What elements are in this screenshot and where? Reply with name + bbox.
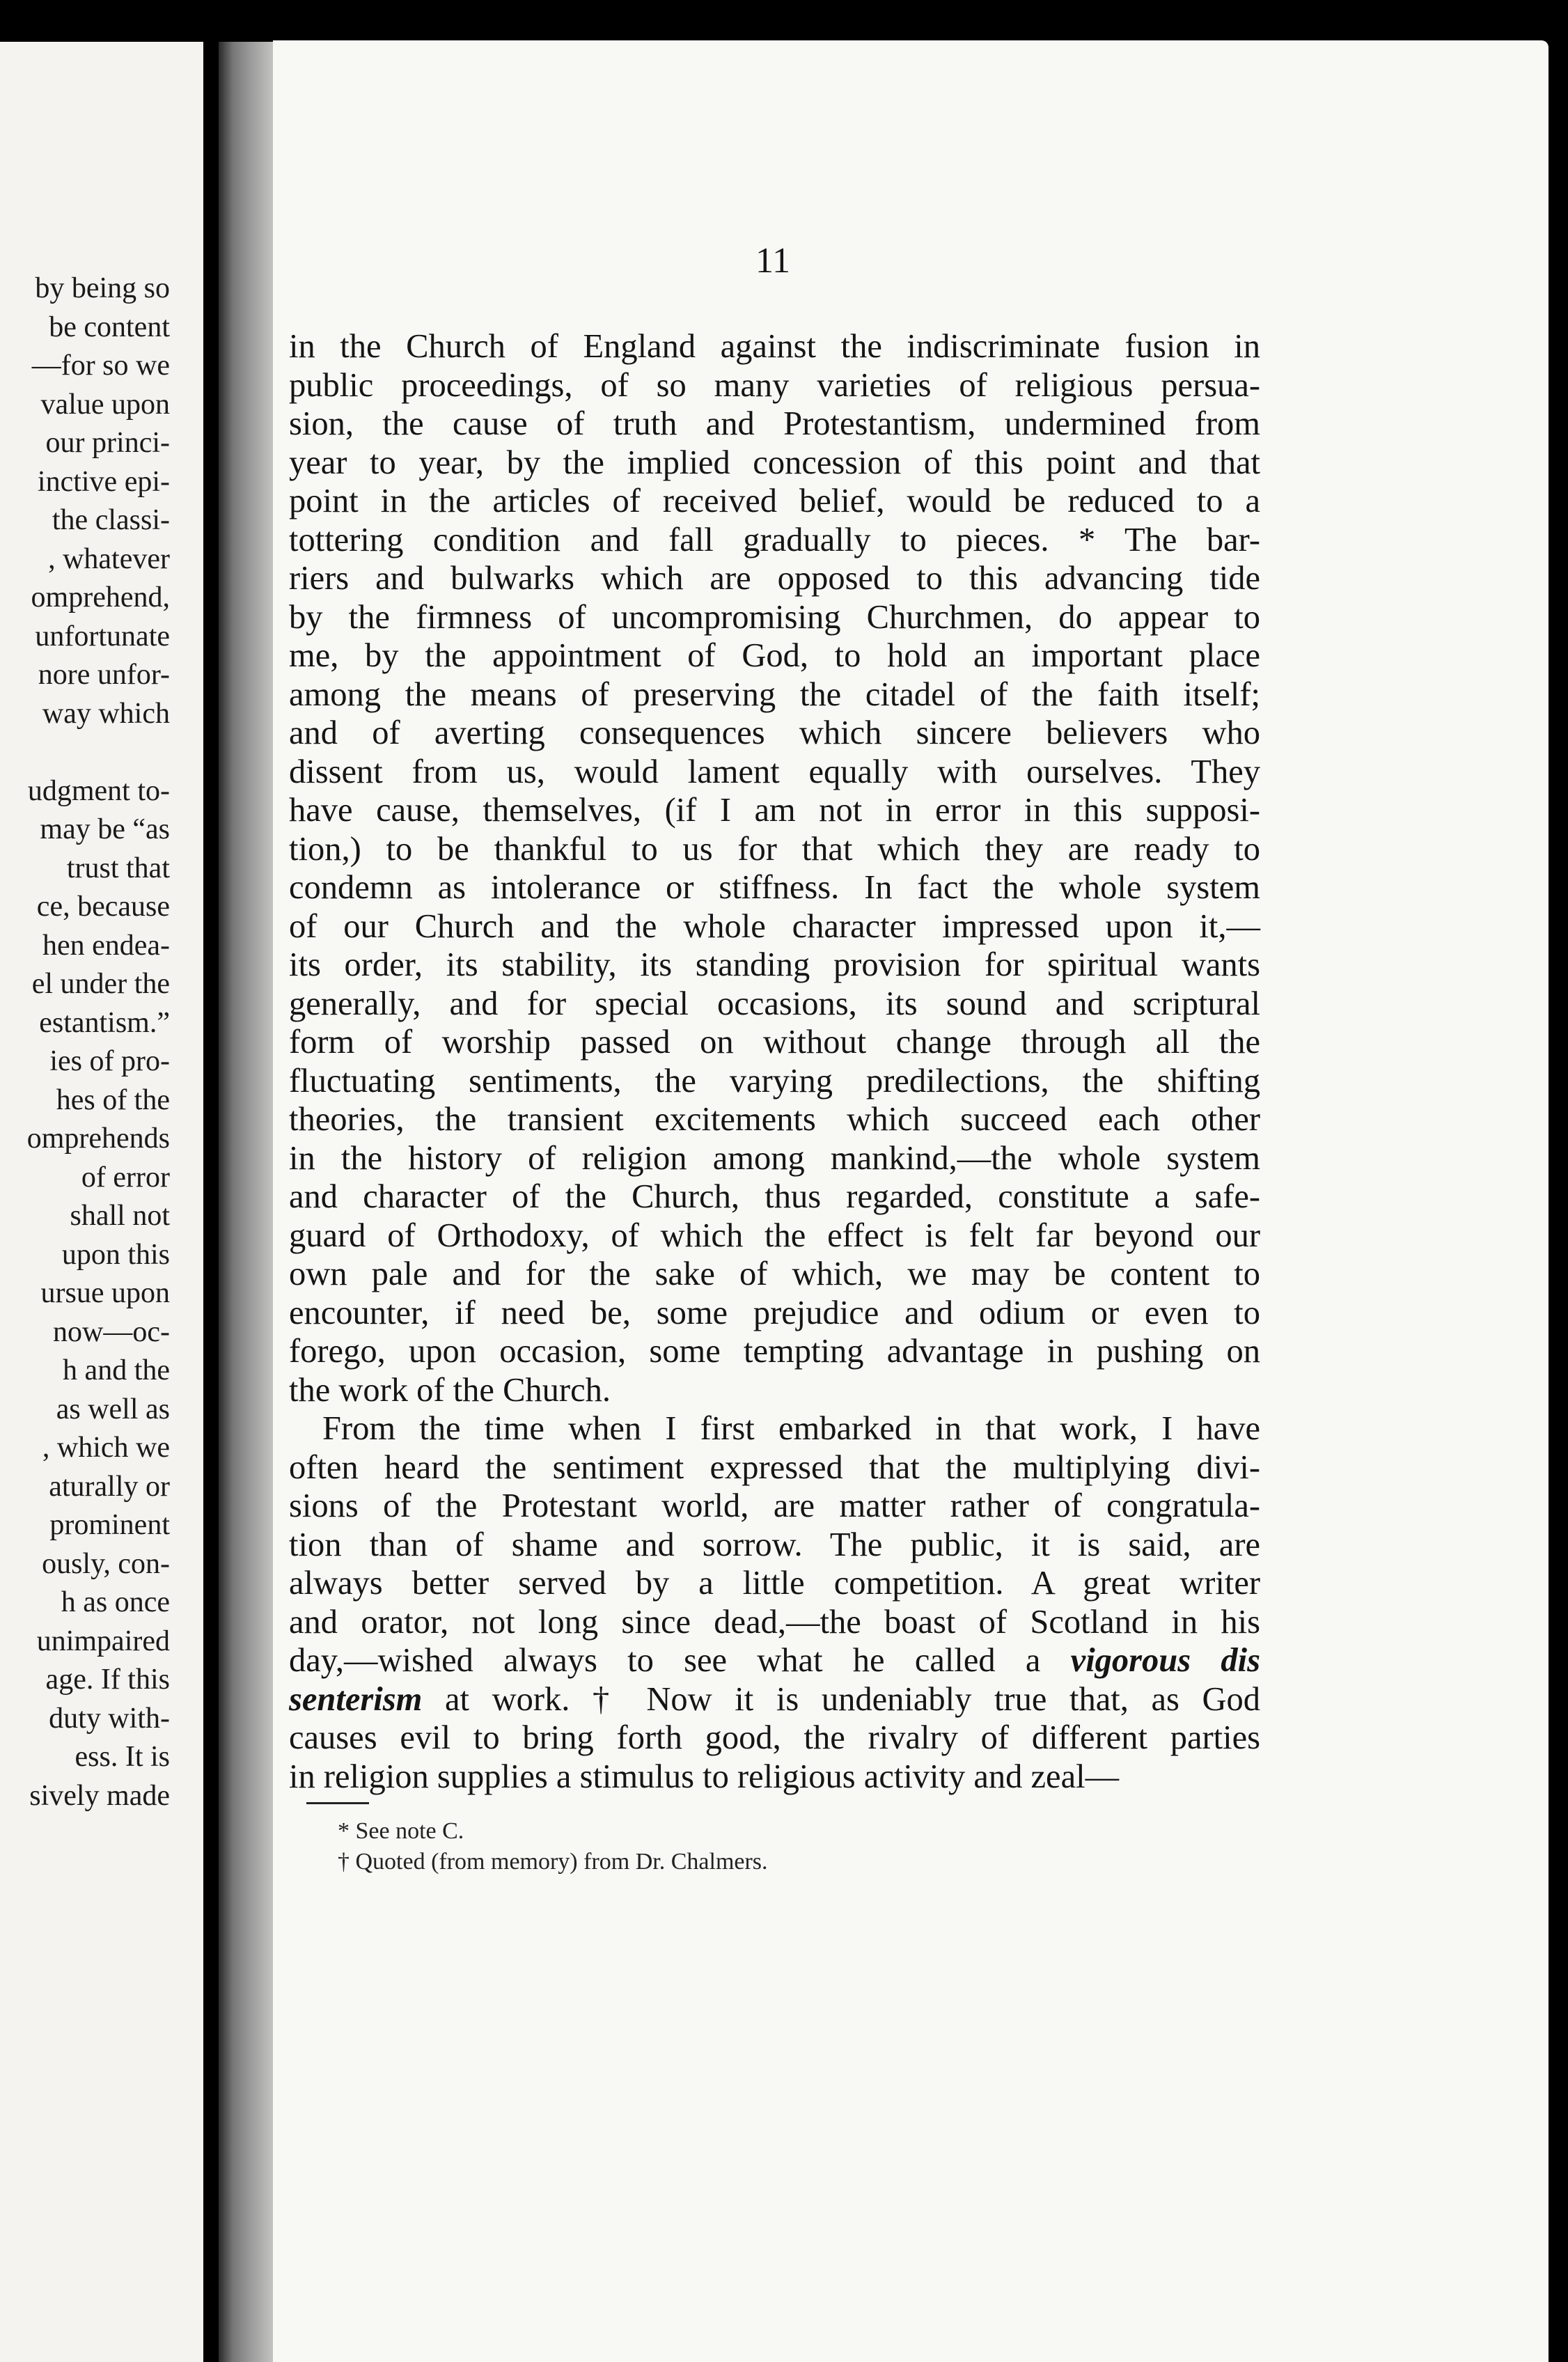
text-line: tion,) to be thankful to us for that which they are ready to xyxy=(289,830,1260,868)
emphasized-text: vigorous dis xyxy=(1070,1642,1261,1679)
left-page-line: trust that xyxy=(66,852,170,884)
text-line: and of averting consequences which sincere believers who xyxy=(289,714,1260,751)
left-page-fragment xyxy=(0,42,203,2362)
left-page-line: now—oc- xyxy=(53,1315,170,1348)
left-page-line: unimpaired xyxy=(36,1625,170,1657)
text-line: causes evil to bring forth good, the rivalry of different parties xyxy=(289,1719,1260,1756)
text-segment: day,—wished always to see what he called a xyxy=(289,1642,1071,1679)
text-line: tion than of shame and sorrow. The public, it is said, are xyxy=(289,1526,1260,1563)
left-page-line: value upon xyxy=(40,388,170,421)
emphasized-text: senterism xyxy=(289,1680,423,1718)
left-page-line: , which we xyxy=(42,1432,170,1464)
text-line: in religion supplies a stimulus to religious activity and zeal— xyxy=(289,1758,1120,1795)
text-line: among the means of preserving the citadel of the faith itself; xyxy=(289,675,1260,713)
text-line: of our Church and the whole character impressed upon it,— xyxy=(289,907,1260,945)
text-line: forego, upon occasion, some tempting advantage in pushing on xyxy=(289,1333,1260,1370)
text-line: tottering condition and fall gradually to pieces. * The bar- xyxy=(289,521,1260,558)
text-line: have cause, themselves, (if I am not in error in this supposi- xyxy=(289,792,1260,829)
footnote: † Quoted (from memory) from Dr. Chalmers. xyxy=(338,1849,768,1875)
left-page-line: hes of the xyxy=(56,1084,170,1116)
left-page-line: our princi- xyxy=(45,427,170,459)
left-page-line: estantism.” xyxy=(39,1006,170,1039)
page-number: 11 xyxy=(755,241,791,281)
text-line: theories, the transient excitements which succeed each other xyxy=(289,1101,1260,1138)
text-line: in the Church of England against the indiscriminate fusion in xyxy=(289,328,1260,365)
left-page-line: may be “as xyxy=(40,813,170,845)
text-line: condemn as intolerance or stiffness. In fact the whole system xyxy=(289,869,1260,906)
left-page-line: way which xyxy=(42,697,170,730)
text-line: generally, and for special occasions, its sound and scriptural xyxy=(289,985,1260,1022)
text-line: and orator, not long since dead,—the boast of Scotland in his xyxy=(289,1603,1260,1641)
left-page-line: omprehend, xyxy=(31,581,170,613)
left-page-line: by being so xyxy=(35,272,170,304)
body-text xyxy=(289,327,1260,1796)
text-line: always better served by a little competition. A great writer xyxy=(289,1565,1260,1602)
text-line: encounter, if need be, some prejudice and odium or even to xyxy=(289,1294,1260,1331)
text-line xyxy=(289,1641,1260,1680)
text-line: dissent from us, would lament equally with ourselves. They xyxy=(289,753,1260,790)
left-page-line: upon this xyxy=(61,1238,170,1271)
text-line: often heard the sentiment expressed that the multiplying divi- xyxy=(289,1448,1260,1486)
footnotes xyxy=(338,1816,768,1877)
left-page-line: duty with- xyxy=(49,1702,170,1735)
left-page-line: h and the xyxy=(63,1354,170,1386)
left-page-line: inctive epi- xyxy=(37,465,170,498)
footnote-rule xyxy=(306,1802,369,1804)
text-line: guard of Orthodoxy, of which the effect is felt far beyond our xyxy=(289,1217,1260,1254)
left-page-line: nore unfor- xyxy=(38,659,170,691)
text-line: and character of the Church, thus regarded, constitute a safe- xyxy=(289,1178,1260,1215)
text-line: me, by the appointment of God, to hold an important place xyxy=(289,637,1260,674)
left-page-line: —for so we xyxy=(31,350,170,382)
left-page-line: ursue upon xyxy=(40,1277,170,1309)
text-line: by the firmness of uncompromising Churchmen, do appear to xyxy=(289,598,1260,636)
left-page-line: age. If this xyxy=(45,1664,170,1696)
text-line: in the history of religion among mankind,—the whole system xyxy=(289,1139,1260,1177)
text-line: public proceedings, of so many varieties of religious persua- xyxy=(289,366,1260,404)
left-page-line: h as once xyxy=(61,1586,170,1618)
book-gutter xyxy=(219,42,276,2362)
left-page-line: el under the xyxy=(31,968,170,1000)
left-page-line: be content xyxy=(49,311,170,343)
left-page-line: aturally or xyxy=(49,1470,170,1503)
text-line xyxy=(289,1680,1260,1719)
text-line: form of worship passed on without change through all the xyxy=(289,1024,1260,1061)
left-page-line: shall not xyxy=(70,1200,170,1232)
text-line: its order, its stability, its standing provision for spiritual wants xyxy=(289,946,1260,983)
left-page-line: ess. It is xyxy=(75,1741,170,1773)
left-page-line: , whatever xyxy=(48,542,170,575)
text-segment: at work. † Now it is undeniably true that, as God xyxy=(422,1680,1260,1718)
text-line: own pale and for the sake of which, we may be content to xyxy=(289,1256,1260,1292)
text-line: sions of the Protestant world, are matter rather of congratula- xyxy=(289,1487,1260,1524)
text-line: sion, the cause of truth and Protestantism, undermined from xyxy=(289,405,1260,442)
left-page-line: unfortunate xyxy=(35,620,170,652)
left-page-line: prominent xyxy=(49,1509,170,1541)
left-page-line: the classi- xyxy=(52,504,170,536)
text-line: riers and bulwarks which are opposed to this advancing tide xyxy=(289,560,1260,597)
left-page-line: as well as xyxy=(56,1393,170,1425)
left-page-line: of error xyxy=(81,1161,170,1194)
left-page-line: sively made xyxy=(29,1779,170,1812)
text-line: From the time when I first embarked in that work, I have xyxy=(322,1410,1260,1447)
left-page-line: ies of pro- xyxy=(49,1045,170,1077)
left-page-line: omprehends xyxy=(26,1123,170,1155)
left-page-line: udgment to- xyxy=(27,774,170,807)
left-page-line: ously, con- xyxy=(42,1547,170,1580)
text-line: the work of the Church. xyxy=(289,1371,611,1409)
text-line: point in the articles of received belief, would be reduced to a xyxy=(289,483,1260,519)
text-line: year to year, by the implied concession of this point and that xyxy=(289,444,1260,481)
left-page-line: hen endea- xyxy=(42,929,170,962)
left-page-line: ce, because xyxy=(36,891,170,923)
footnote: * See note C. xyxy=(338,1818,464,1844)
text-line: fluctuating sentiments, the varying predilections, the shifting xyxy=(289,1062,1260,1100)
